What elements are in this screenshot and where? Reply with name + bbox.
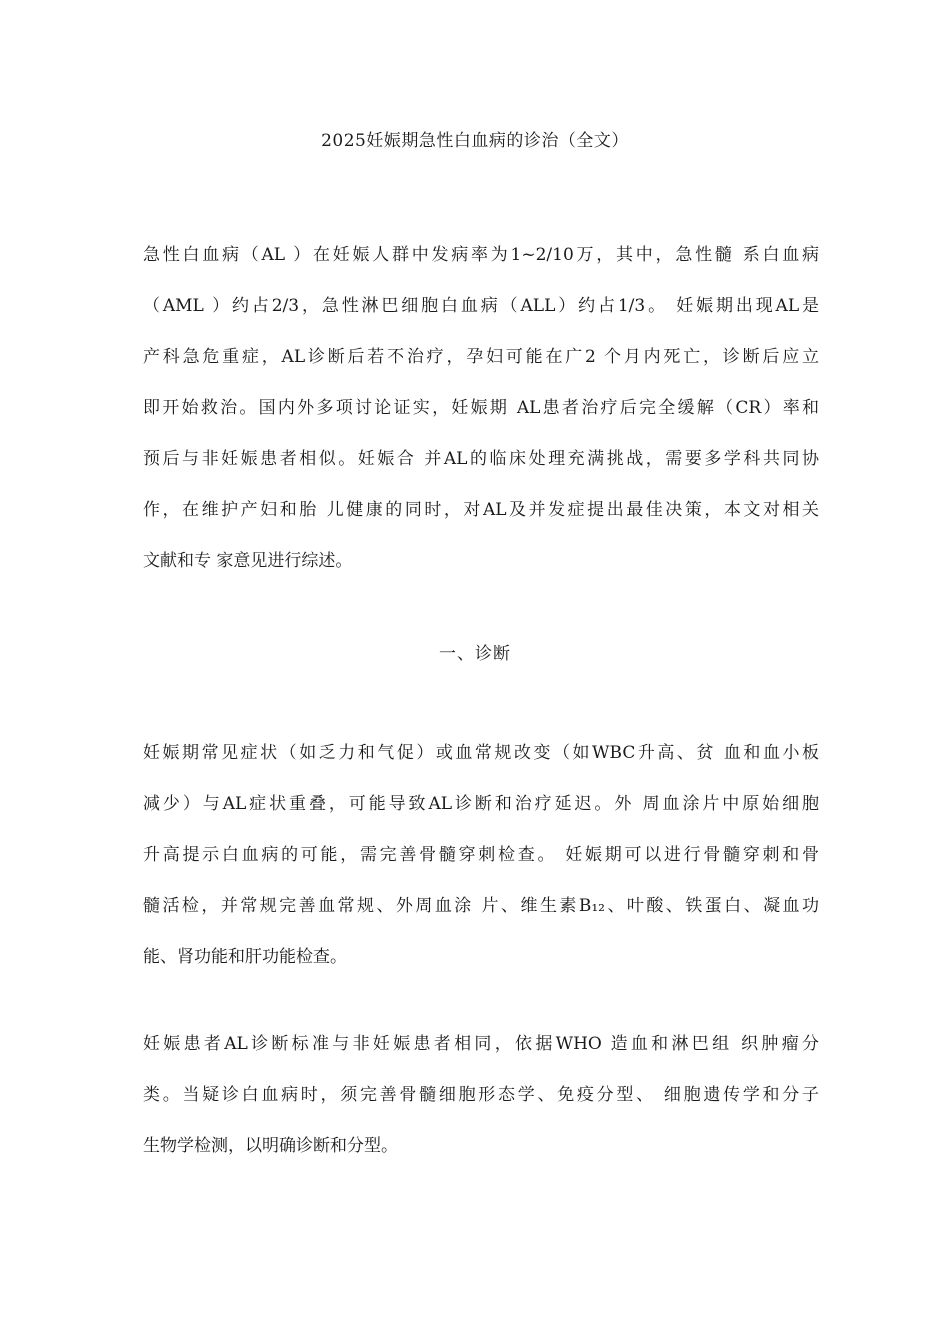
text-line: 类。当疑诊白血病时，须完善骨髓细胞形态学、免疫分型、 细胞遗传学和分子 (143, 1085, 819, 1105)
text-line: 髓活检，并常规完善血常规、外周血涂 片、维生素B₁₂、叶酸、铁蛋白、凝血功 (143, 896, 819, 916)
text-line: 减少）与AL症状重叠，可能导致AL诊断和治疗延迟。外 周血涂片中原始细胞 (143, 794, 819, 814)
text-line: 文献和专 家意见进行综述。 (143, 551, 353, 571)
text-line: 生物学检测，以明确诊断和分型。 (143, 1136, 398, 1156)
text-line: 作，在维护产妇和胎 儿健康的同时，对AL及并发症提出最佳决策，本文对相关 (143, 500, 819, 520)
paragraph-diagnosis-1 (143, 738, 819, 993)
section-heading-diagnosis: 一、诊断 (439, 644, 511, 664)
text-line: 妊娠期常见症状（如乏力和气促）或血常规改变（如WBC升高、贫 血和血小板 (143, 743, 819, 763)
text-line: 产科急危重症，AL诊断后若不治疗，孕妇可能在广2 个月内死亡，诊断后应立 (143, 347, 819, 367)
text-line: 即开始救治。国内外多项讨论证实，妊娠期 AL患者治疗后完全缓解（CR）率和 (143, 398, 819, 418)
text-line: 预后与非妊娠患者相似。妊娠合 并AL的临床处理充满挑战，需要多学科共同协 (143, 449, 819, 469)
text-line: （AML ）约占2/3，急性淋巴细胞白血病（ALL）约占1/3。 妊娠期出现AL是 (143, 296, 819, 316)
paragraph-diagnosis-2 (143, 1029, 819, 1182)
text-line: 能、肾功能和肝功能检查。 (143, 947, 347, 967)
text-line: 急性白血病（AL ）在妊娠人群中发病率为1~2/10万，其中，急性髓 系白血病 (143, 245, 819, 265)
text-line: 妊娠患者AL诊断标准与非妊娠患者相同，依据WHO 造血和淋巴组 织肿瘤分 (143, 1034, 819, 1054)
text-line: 升高提示白血病的可能，需完善骨髓穿刺检查。 妊娠期可以进行骨髓穿刺和骨 (143, 845, 819, 865)
document-title: 2025妊娠期急性白血病的诊治（全文） (321, 131, 629, 151)
paragraph-intro (143, 240, 819, 597)
